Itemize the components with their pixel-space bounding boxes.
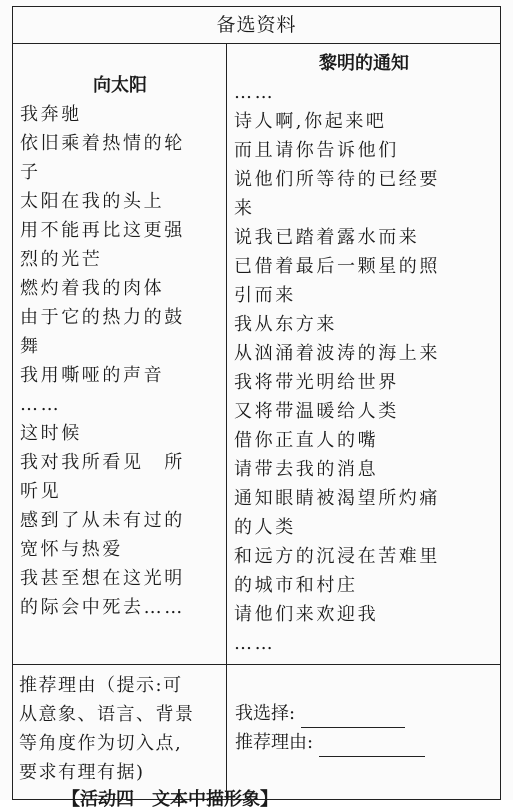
poem-left-lines — [20, 100, 220, 622]
poem-line: 我奔驰 — [20, 104, 82, 125]
materials-table — [12, 6, 501, 800]
poem-line: …… — [234, 633, 276, 654]
poem-line: 已借着最后一颗星的照 — [234, 256, 440, 277]
poem-right-cell — [227, 44, 501, 665]
reason-row — [235, 728, 494, 757]
poem-line: 通知眼睛被渴望所灼痛 — [234, 488, 440, 509]
prompt-line: 等角度作为切入点, — [19, 733, 183, 754]
table-title: 备选资料 — [13, 7, 501, 44]
poem-line: 燃灼着我的肉体 — [20, 278, 165, 299]
poem-line: 这时候 — [20, 423, 82, 444]
prompt-line: 要求有理有据) — [19, 762, 145, 783]
poem-left-cell — [13, 44, 227, 665]
choice-label: 我选择: — [235, 703, 296, 724]
poem-line: 舞 — [20, 336, 41, 357]
poem-line: 请带去我的消息 — [234, 459, 379, 480]
poem-line: 由于它的热力的鼓 — [20, 307, 185, 328]
poem-line: 宽怀与热爱 — [20, 539, 123, 560]
poem-line: 我从东方来 — [234, 314, 337, 335]
poem-line: 听见 — [20, 481, 62, 502]
poem-line: 说我已踏着露水而来 — [234, 227, 420, 248]
answer-cell — [227, 665, 501, 800]
poem-line: 引而来 — [234, 285, 296, 306]
poem-line: 的际会中死去…… — [20, 597, 185, 618]
poem-line: 我用嘶哑的声音 — [20, 365, 165, 386]
poem-line: 诗人啊,你起来吧 — [234, 111, 387, 132]
reason-label: 推荐理由: — [235, 732, 314, 753]
next-section-heading: 【活动四 文本中描形象】 — [62, 789, 278, 810]
recommend-prompt — [19, 671, 220, 787]
poem-line: 说他们所等待的已经要 — [234, 169, 440, 190]
poem-line: 烈的光芒 — [20, 249, 103, 270]
poem-right-lines — [234, 78, 494, 658]
reason-blank[interactable] — [319, 736, 425, 757]
poem-line: 用不能再比这更强 — [20, 220, 185, 241]
choice-row — [235, 699, 494, 728]
poem-line: 我甚至想在这光明 — [20, 568, 185, 589]
prompt-line: 推荐理由（提示:可 — [19, 675, 183, 696]
poem-line: 的人类 — [234, 517, 296, 538]
poem-line: 而且请你告诉他们 — [234, 140, 399, 161]
poem-line: 又将带温暖给人类 — [234, 401, 399, 422]
poem-line: 借你正直人的嘴 — [234, 430, 379, 451]
poem-line: 子 — [20, 162, 41, 183]
poem-line: 我将带光明给世界 — [234, 372, 399, 393]
poem-line: 的城市和村庄 — [234, 575, 358, 596]
poem-line: 来 — [234, 198, 255, 219]
poem-line: 我对我所看见 所 — [20, 452, 185, 473]
poem-line: …… — [20, 394, 62, 415]
poem-line: 和远方的沉浸在苦难里 — [234, 546, 440, 567]
poem-right-title: 黎明的通知 — [319, 53, 409, 74]
poem-line: 依旧乘着热情的轮 — [20, 133, 185, 154]
poem-line: 请他们来欢迎我 — [234, 604, 379, 625]
poem-line: 感到了从未有过的 — [20, 510, 185, 531]
poem-left-title: 向太阳 — [93, 75, 147, 96]
poem-line: 从汹涌着波涛的海上来 — [234, 343, 440, 364]
poem-line: 太阳在我的头上 — [20, 191, 165, 212]
poem-line: …… — [234, 82, 276, 103]
choice-blank[interactable] — [301, 707, 405, 728]
prompt-line: 从意象、语言、背景 — [19, 704, 195, 725]
recommend-prompt-cell — [13, 665, 227, 800]
